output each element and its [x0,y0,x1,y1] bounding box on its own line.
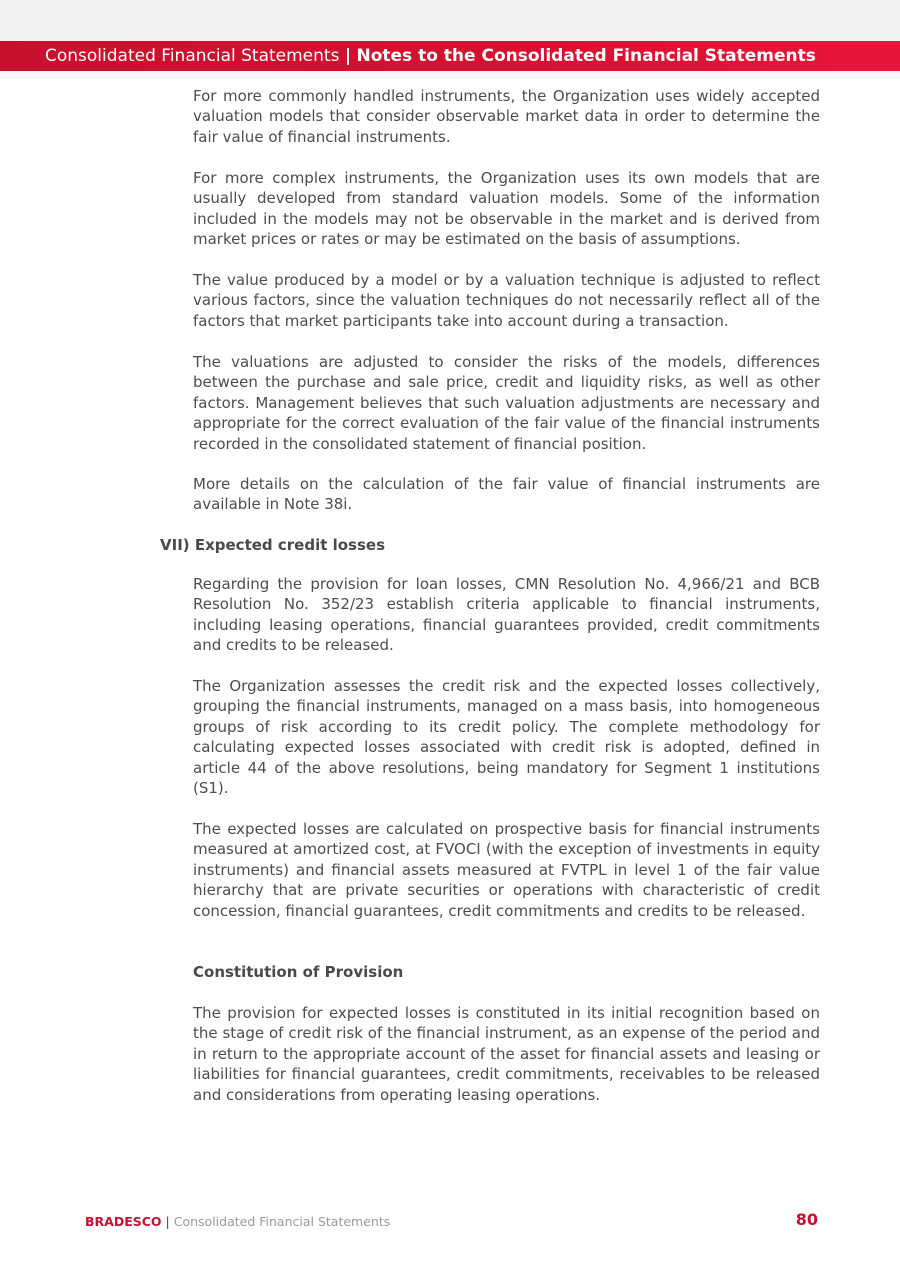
subheading-constitution-of-provision: Constitution of Provision [193,963,404,981]
header-separator: | [344,46,352,66]
paragraph-credit-risk-assessment: The Organization assesses the credit risk and the expected losses collectively, grouping the financial instruments, managed on a mass basis, into homogeneous groups of risk according to its credit policy. The complete methodology for calculating expected losses associated with credit risk is adopted, defined in article 44 of the above resolutions, being mandatory for Segment 1 institutions (S1). [193,677,820,798]
paragraph-model-adjustment: The value produced by a model or by a valuation technique is adjusted to reflect various factors, since the valuation techniques do not necessarily reflect all of the factors that market participants take into account during a transaction. [193,271,820,330]
paragraph-provision-constitution: The provision for expected losses is constituted in its initial recognition based on the stage of credit risk of the financial instrument, as an expense of the period and in return to the appropriate account of the asset for financial assets and leasing or liabilities for financial guarantees, credit commitments, receivables to be released and considerations from operating leasing operations. [193,1004,820,1104]
paragraph-note-reference: More details on the calculation of the fair value of financial instruments are available in Note 38i. [193,475,820,514]
footer [85,1213,390,1231]
header-section-title: Consolidated Financial Statements [45,46,340,66]
footer-brand-name: BRADESCO [85,1214,162,1229]
paragraph-complex-instruments: For more complex instruments, the Organization uses its own models that are usually developed from standard valuation models. Some of the information included in the models may not be observable in the market and is derived from market prices or rates or may be estimated on the basis of assumptions. [193,169,820,249]
paragraph-valuation-risks: The valuations are adjusted to consider the risks of the models, differences between the purchase and sale price, credit and liquidity risks, as well as other factors. Management believes that such valuation adjustments are necessary and appropriate for the correct evaluation of the fair value of the financial instruments recorded in the consolidated statement of financial position. [193,353,820,453]
footer-separator: | [165,1214,170,1229]
top-margin [0,0,900,41]
paragraph-provision-regulation: Regarding the provision for loan losses, CMN Resolution No. 4,966/21 and BCB Resolution No. 352/23 establish criteria applicable to financial instruments, including leasing operations, financial guarantees provided, credit commitments and credits to be released. [193,575,820,655]
header-bar [0,41,900,71]
section-heading-expected-credit-losses: VII) Expected credit losses [160,536,386,554]
paragraph-expected-losses-calculation: The expected losses are calculated on prospective basis for financial instruments measured at amortized cost, at FVOCI (with the exception of investments in equity instruments) and financial assets measured at FVTPL in level 1 of the fair value hierarchy that are private securities or operations with characteristic of credit concession, financial guarantees, credit commitments and credits to be released. [193,820,820,920]
header-subsection-title: Notes to the Consolidated Financial Statements [356,46,816,66]
header-shadow [0,71,900,79]
paragraph-valuation-models: For more commonly handled instruments, the Organization uses widely accepted valuation models that consider observable market data in order to determine the fair value of financial instruments. [193,87,820,146]
page-number: 80 [795,1210,818,1229]
footer-document-title: Consolidated Financial Statements [173,1214,391,1229]
